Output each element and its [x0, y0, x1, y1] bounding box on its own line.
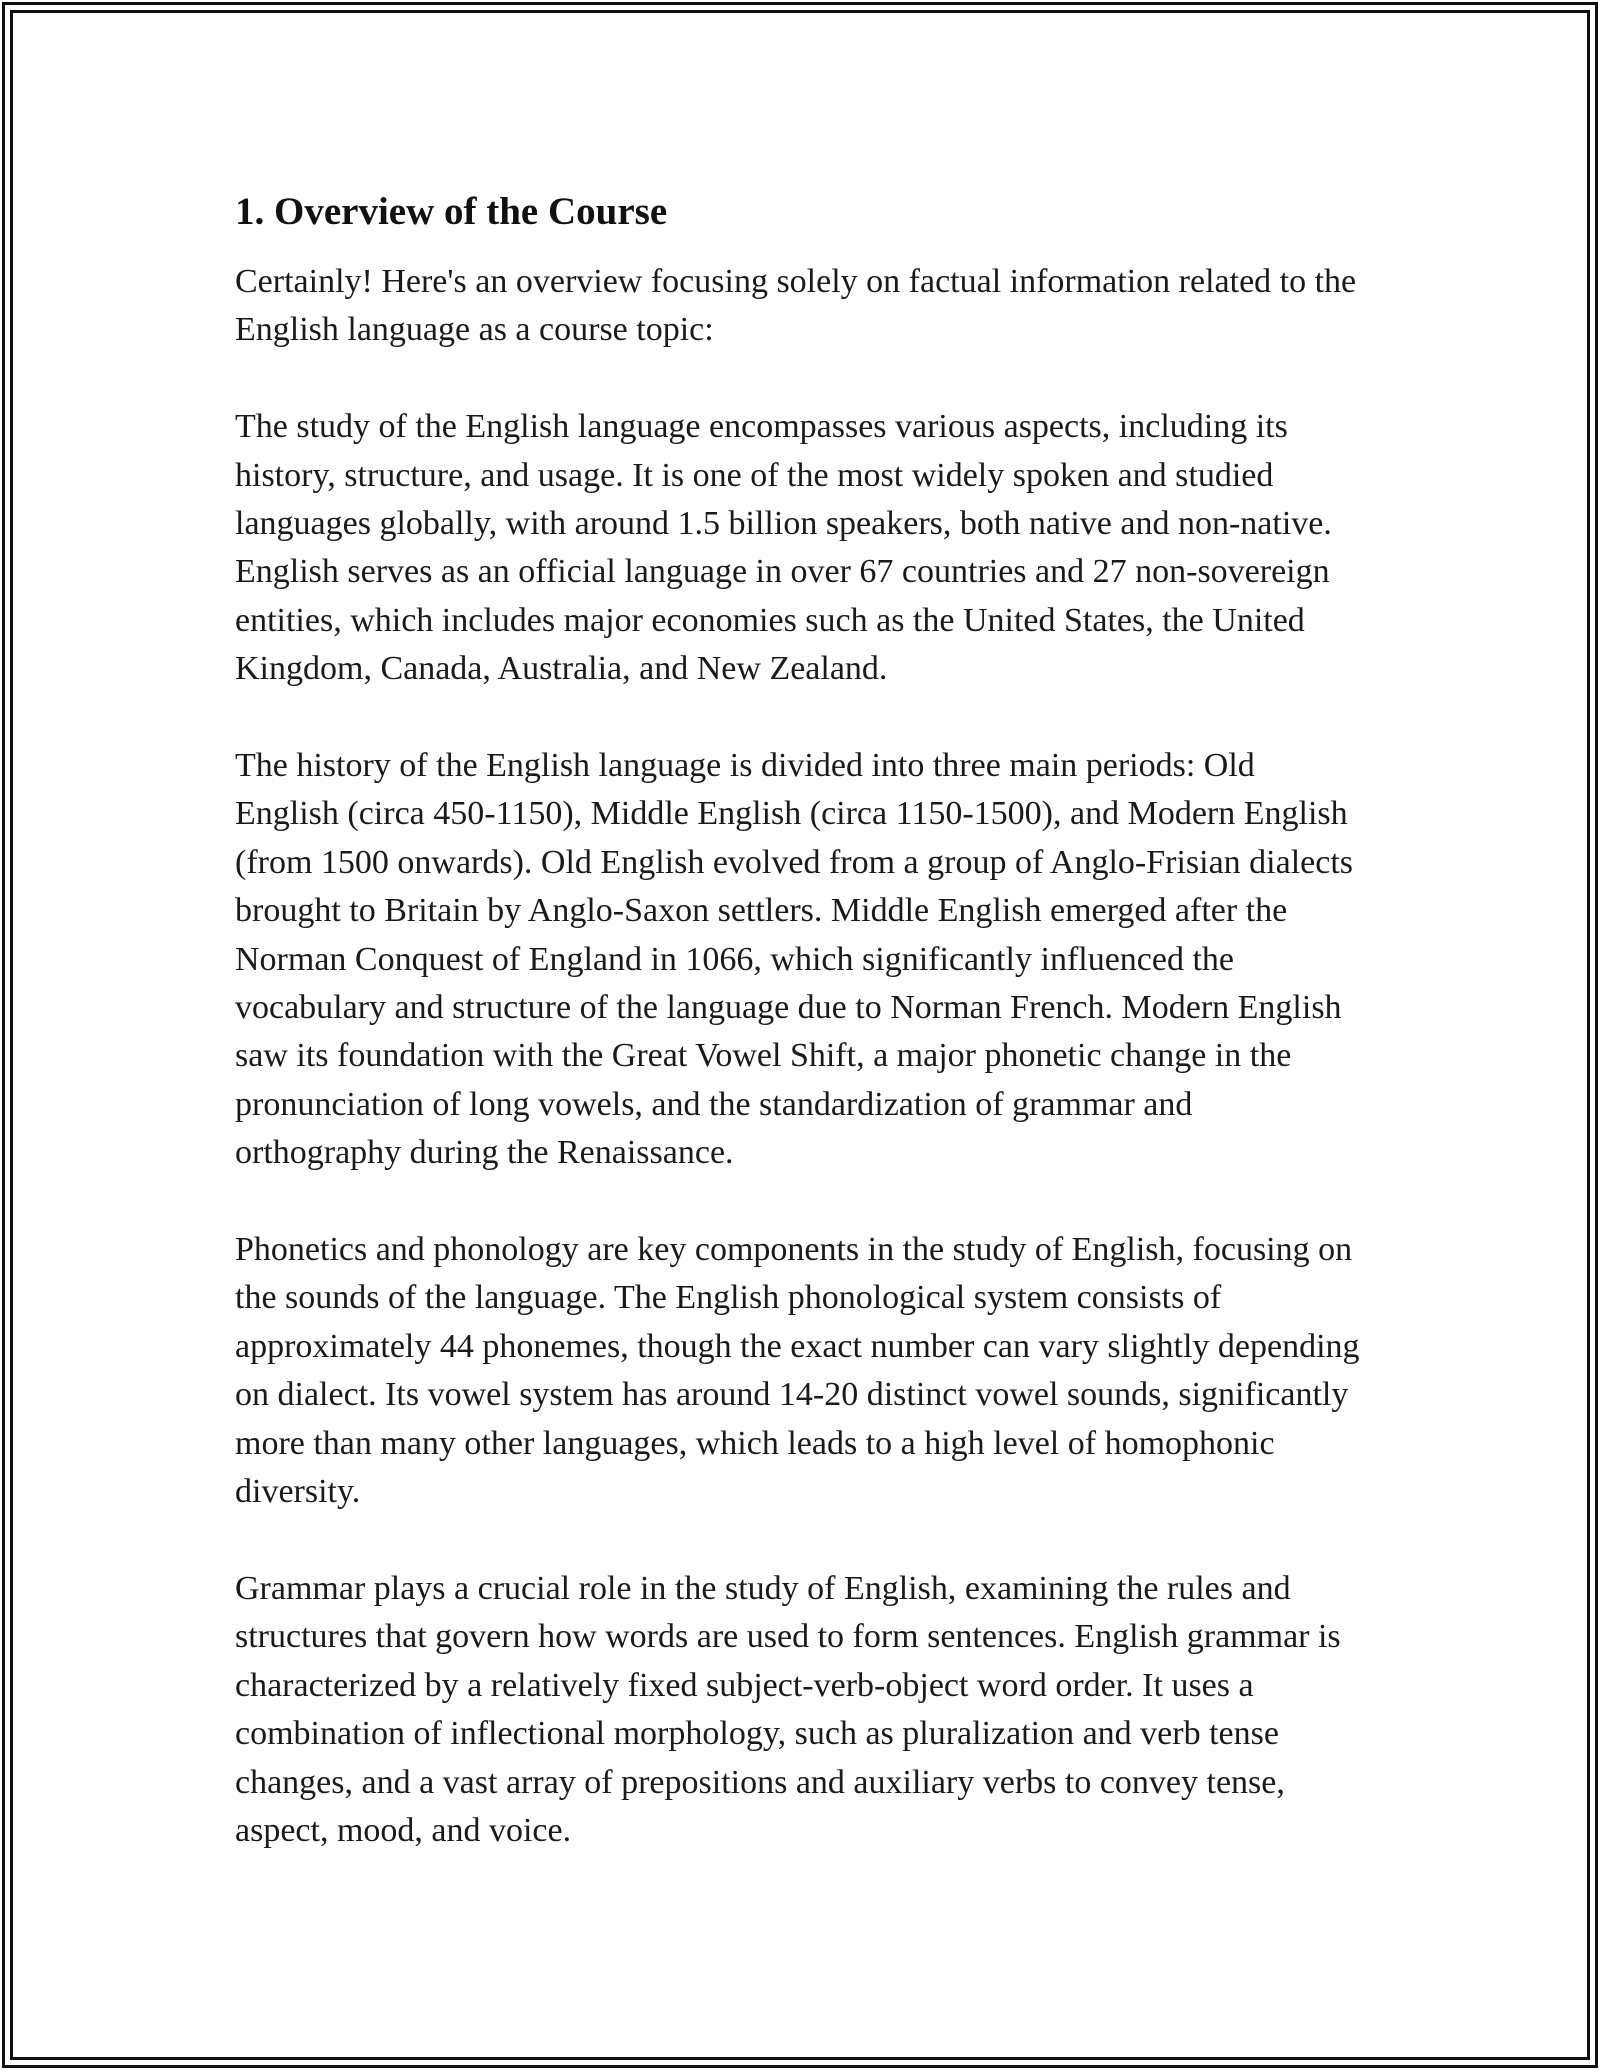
paragraph-intro: Certainly! Here's an overview focusing solely on factual information related to the English language as a course topic:: [235, 263, 1357, 349]
paragraph-study-overview: The study of the English language encompasses various aspects, including its history, structure, and usage. It is one of the most widely spoken and studied languages globally, with around 1.5 billion speakers, both native and non-native. English serves as an official language in over 67 countries and 27 non-sovereign entities, which includes major economies such as the United States, the United Kingdom, Canada, Australia, and New Zealand.: [235, 408, 1332, 688]
section-title: 1. Overview of the Course: [235, 190, 668, 233]
paragraph-history: The history of the English language is divided into three main periods: Old English (circa 450-1150), Middle English (circa 1150-1500), and Modern English (from 1500 onwards). Old English evolved from a group of Anglo-Frisian dialects brought to Britain by Anglo-Saxon settlers. Middle English emerged after the Norman Conquest of England in 1066, which significantly influenced the vocabulary and structure of the language due to Norman French. Modern English saw its foundation with the Great Vowel Shift, a major phonetic change in the pronunciation of long vowels, and the standardization of grammar and orthography during the Renaissance.: [235, 747, 1354, 1172]
paragraph-phonetics: Phonetics and phonology are key components in the study of English, focusing on the sounds of the language. The English phonological system consists of approximately 44 phonemes, though the exact number can vary slightly depending on dialect. Its vowel system has around 14-20 distinct vowel sounds, significantly more than many other languages, which leads to a high level of homophonic diversity.: [235, 1231, 1360, 1511]
paragraph-grammar: Grammar plays a crucial role in the study of English, examining the rules and structures that govern how words are used to form sentences. English grammar is characterized by a relatively fixed subject-verb-object word order. It uses a combination of inflectional morphology, such as pluralization and verb tense changes, and a vast array of prepositions and auxiliary verbs to convey tense, aspect, mood, and voice.: [235, 1569, 1341, 1849]
document-body: [235, 184, 1365, 1904]
